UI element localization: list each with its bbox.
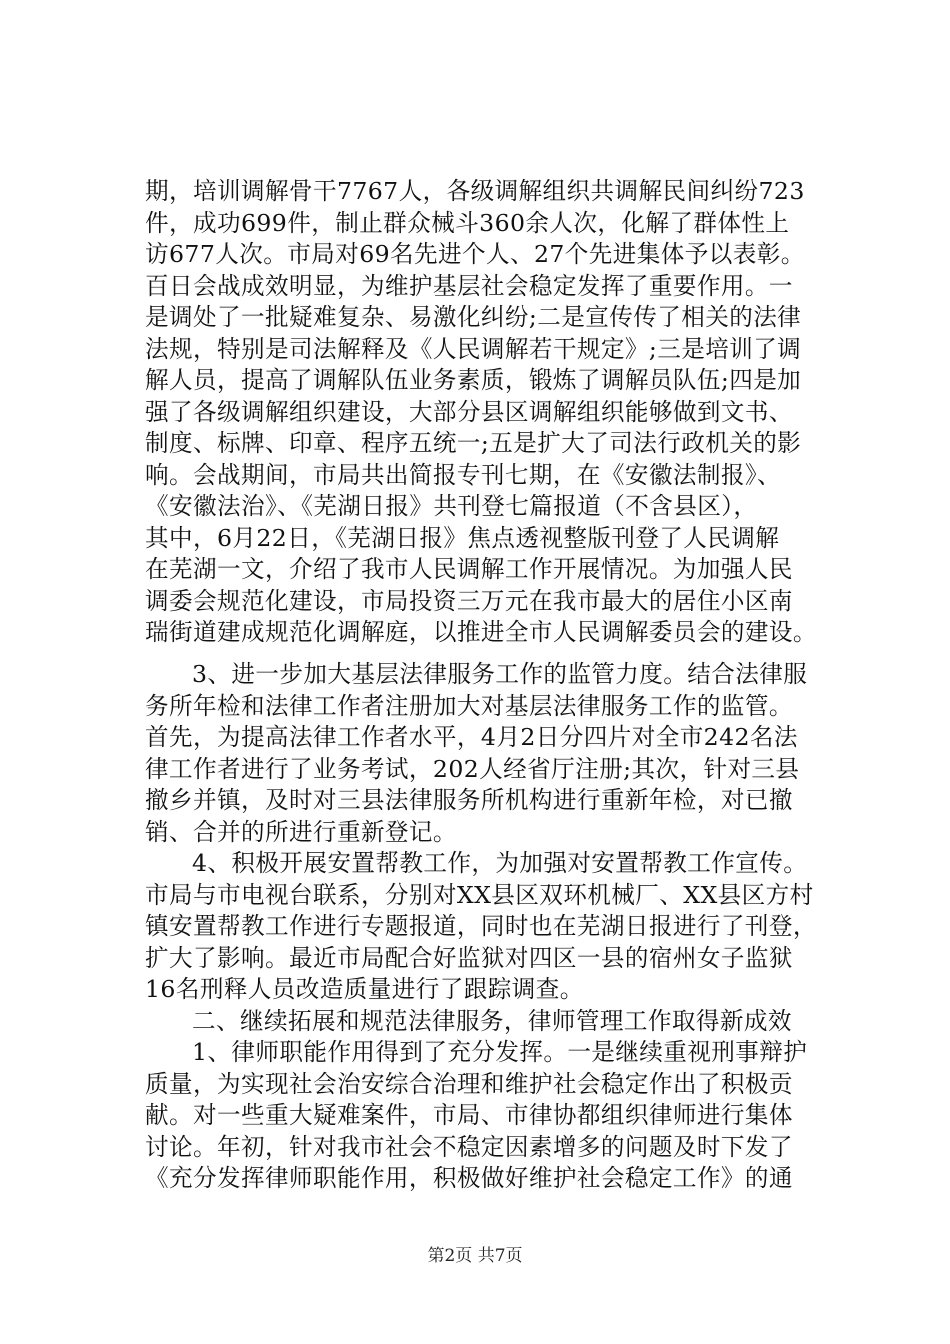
paragraph-continuation	[145, 176, 845, 649]
text-line: 在芜湖一文，介绍了我市人民调解工作开展情况。为加强人民	[145, 555, 793, 583]
text-line: 4、积极开展安置帮教工作，为加强对安置帮教工作宣传。	[192, 849, 808, 877]
text-line: 响。会战期间，市局共出简报专刊七期，在《安徽法制报》、	[145, 460, 782, 489]
text-line: 制度、标牌、印章、程序五统一;五是扩大了司法行政机关的影	[145, 429, 802, 457]
text-line: 16名刑释人员改造质量进行了跟踪调查。	[145, 975, 584, 1003]
text-line: 扩大了影响。最近市局配合好监狱对四区一县的宿州女子监狱	[145, 943, 793, 972]
section-heading: 二、继续拓展和规范法律服务，律师管理工作取得新成效	[192, 1006, 792, 1035]
text-line: 期，培训调解骨干7767人，各级调解组织共调解民间纠纷723	[145, 177, 805, 205]
text-line: 1、律师职能作用得到了充分发挥。一是继续重视刑事辩护	[192, 1038, 808, 1066]
section-3-paragraph	[145, 659, 845, 848]
text-line: 瑞街道建成规范化调解庭，以推进全市人民调解委员会的建设。	[145, 618, 817, 646]
text-line: 解人员，提高了调解队伍业务素质，锻炼了调解员队伍;四是加	[145, 366, 802, 394]
section-2-1-paragraph	[145, 1037, 845, 1195]
text-line: 市局与市电视台联系，分别对XX县区双环机械厂、XX县区方村	[145, 880, 814, 909]
text-line: 是调处了一批疑难复杂、易激化纠纷;二是宣传传了相关的法律	[145, 303, 802, 331]
text-line: 调委会规范化建设，市局投资三万元在我市最大的居住小区南	[145, 586, 793, 615]
text-line: 其中，6月22日，《芜湖日报》焦点透视整版刊登了人民调解	[145, 523, 780, 552]
text-line: 律工作者进行了业务考试，202人经省厅注册;其次，针对三县	[145, 754, 800, 783]
text-line: 百日会战成效明显，为维护基层社会稳定发挥了重要作用。一	[145, 271, 793, 300]
text-line: 件，成功699件，制止群众械斗360余人次，化解了群体性上	[145, 208, 790, 237]
text-line: 法规，特别是司法解释及《人民调解若干规定》;三是培训了调	[145, 334, 802, 363]
text-line: 强了各级调解组织建设，大部分县区调解组织能够做到文书、	[145, 397, 793, 426]
text-line: 质量，为实现社会治安综合治理和维护社会稳定作出了积极贡	[145, 1069, 793, 1098]
body-sections	[145, 659, 845, 1195]
text-line: 镇安置帮教工作进行专题报道，同时也在芜湖日报进行了刊登，	[145, 912, 817, 940]
section-4-paragraph	[145, 848, 845, 1006]
text-line: 务所年检和法律工作者注册加大对基层法律服务工作的监管。	[145, 691, 793, 720]
text-line: 撤乡并镇，及时对三县法律服务所机构进行重新年检，对已撤	[145, 786, 793, 814]
text-line: 访677人次。市局对69名先进个人、27个先进集体予以表彰。	[145, 240, 805, 268]
text-line: 《充分发挥律师职能作用，积极做好维护社会稳定工作》的通	[145, 1164, 793, 1192]
text-line: 3、进一步加大基层法律服务工作的监管力度。结合法律服	[192, 660, 808, 688]
text-line: 《安徽法治》、《芜湖日报》共刊登七篇报道（不含县区），	[145, 492, 758, 520]
page-footer	[0, 1245, 950, 1267]
text-line: 销、合并的所进行重新登记。	[145, 817, 457, 846]
text-line: 首先，为提高法律工作者水平，4月2日分四片对全市242名法	[145, 723, 798, 751]
page-number: 第2页 共7页	[427, 1246, 523, 1266]
text-line: 献。对一些重大疑难案件，市局、市律协都组织律师进行集体	[145, 1101, 793, 1129]
text-line: 讨论。年初，针对我市社会不稳定因素增多的问题及时下发了	[145, 1132, 793, 1161]
